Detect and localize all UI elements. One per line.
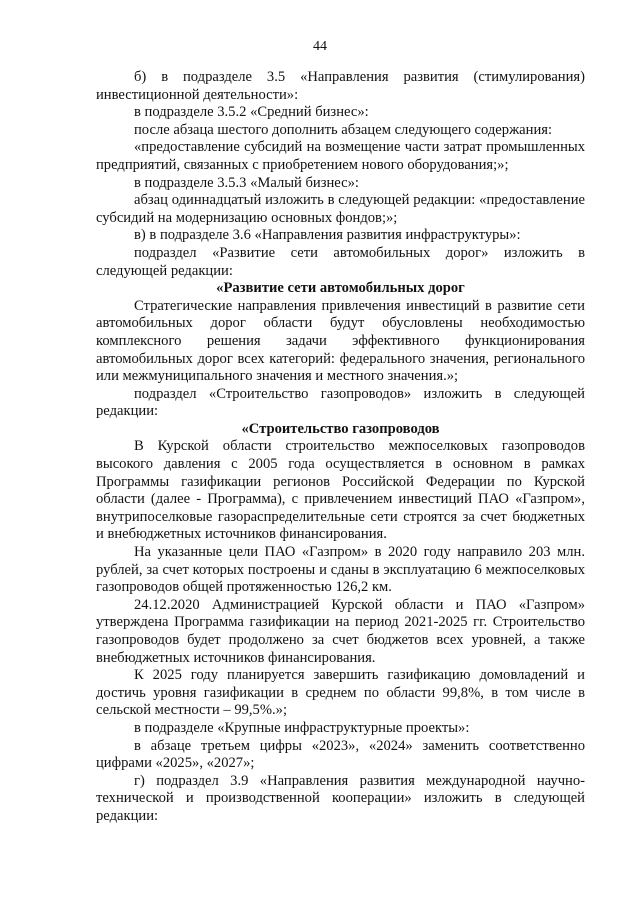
paragraph: абзац одиннадцатый изложить в следующей редакции: «предоставление субсидий на модернизацию основных фондов;»; <box>96 192 585 226</box>
paragraph: б) в подразделе 3.5 «Направления развития (стимулирования) инвестиционной деятельности»: <box>96 69 585 103</box>
document-body <box>96 69 585 826</box>
paragraph: в абзаце третьем цифры «2023», «2024» заменить соответственно цифрами «2025», «2027»; <box>96 737 585 772</box>
paragraph: после абзаца шестого дополнить абзацем следующего содержания: <box>134 121 553 138</box>
page-number: 44 <box>313 39 327 54</box>
section-heading: «Строительство газопроводов <box>241 420 440 437</box>
paragraph: г) подраздел 3.9 «Направления развития международной научно-технической и производственной кооперации» изложить в следующей редакции: <box>96 772 585 824</box>
section-heading: «Развитие сети автомобильных дорог <box>216 280 465 297</box>
paragraph: в) в подразделе 3.6 «Направления развития инфраструктуры»: <box>134 227 521 244</box>
paragraph: «предоставление субсидий на возмещение части затрат промышленных предприятий, связанных с приобретением нового оборудования;»; <box>96 139 585 173</box>
paragraph: подраздел «Развитие сети автомобильных дорог» изложить в следующей редакции: <box>96 244 585 279</box>
paragraph: К 2025 году планируется завершить газификацию домовладений и достичь уровня газификации в среднем по области 99,8%, в том числе в сельской местности – 99,5%.»; <box>96 667 585 719</box>
paragraph: Стратегические направления привлечения инвестиций в развитие сети автомобильных дорог области будут обусловлены необходимостью комплексного решения задачи эффективного функционирования автомобильных дорог всех категорий: федерального значения, регионального или межмуниципального значения и местного значения.»; <box>96 297 585 385</box>
paragraph: подраздел «Строительство газопроводов» изложить в следующей редакции: <box>96 385 585 420</box>
paragraph: в подразделе 3.5.3 «Малый бизнес»: <box>134 174 359 191</box>
paragraph: В Курской области строительство межпоселковых газопроводов высокого давления с 2005 года осуществляется в основном в рамках Программы газификации регионов Российской Федерации по Курской области (далее - Программа), с привлечением инвестиций ПАО «Газпром», внутрипоселковые газораспределительные сети строятся за счет бюджетных и внебюджетных источников финансирования. <box>96 438 585 543</box>
paragraph: 24.12.2020 Администрацией Курской области и ПАО «Газпром» утверждена Программа газификации на период 2021-2025 гг. Строительство газопроводов будет продолжено за счет бюджетов всех уровней, а также внебюджетных источников финансирования. <box>96 596 585 666</box>
paragraph: в подразделе «Крупные инфраструктурные проекты»: <box>134 719 470 736</box>
paragraph: в подразделе 3.5.2 «Средний бизнес»: <box>134 104 369 121</box>
paragraph: На указанные цели ПАО «Газпром» в 2020 году направило 203 млн. рублей, за счет которых построены и сданы в эксплуатацию 6 межпоселковых газопроводов общей протяженностью 126,2 км. <box>96 544 585 596</box>
